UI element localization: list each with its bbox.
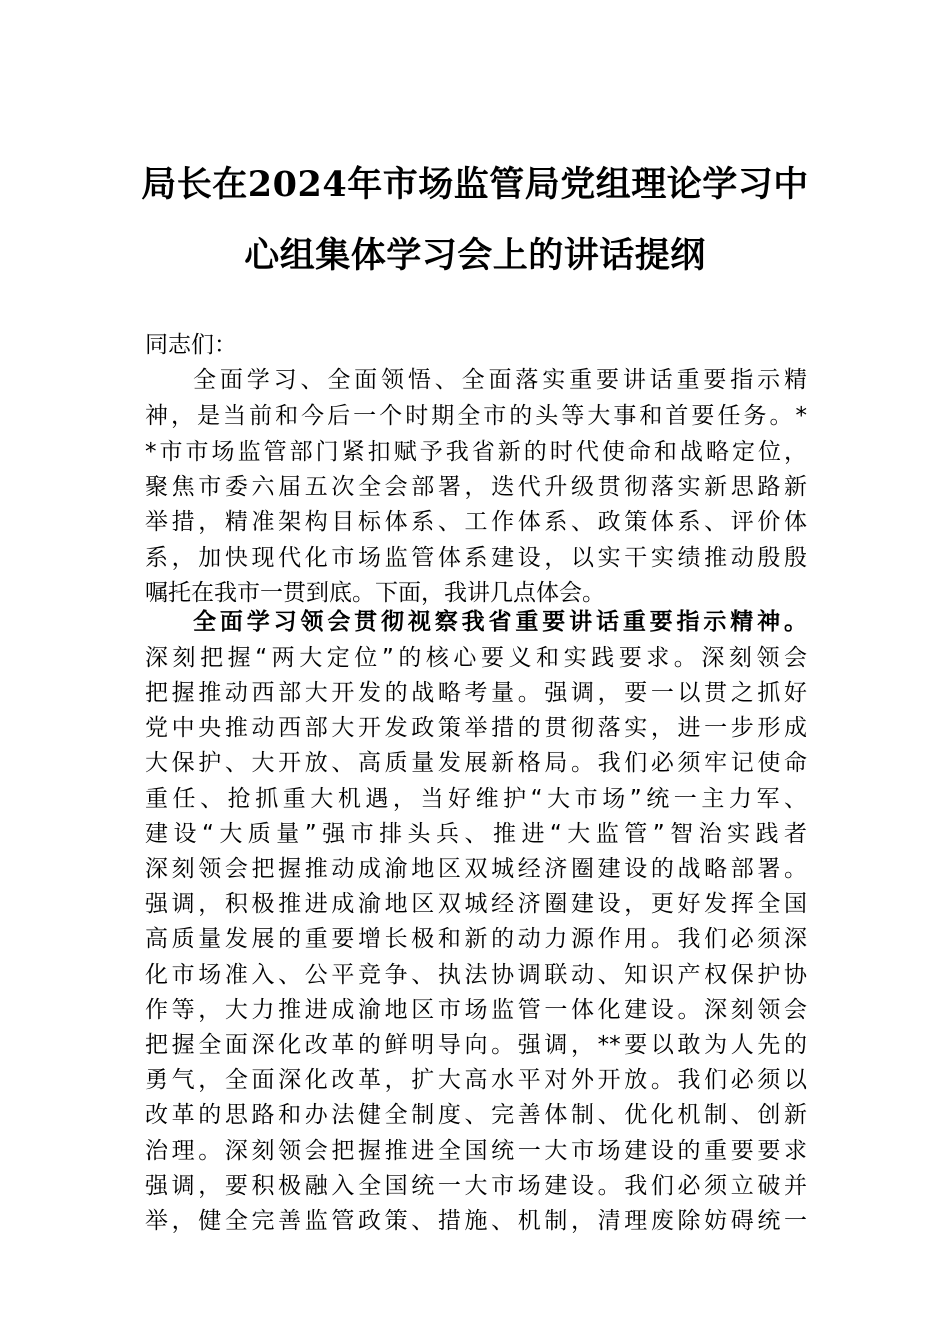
paragraph-2-line: 大保护、大开放、高质量发展新格局。我们必须牢记使命 [145,750,807,776]
paragraph-1-line: 嘱托在我市一贯到底。下面，我讲几点体会。 [145,580,605,606]
greeting: 同志们： [145,332,237,358]
section-heading: 全面学习领会贯彻视察我省重要讲话重要指示精神。 [193,609,807,635]
paragraph-1-line: 系，加快现代化市场监管体系建设，以实干实绩推动殷殷 [145,545,807,571]
paragraph-2-line: 重任、抢抓重大机遇，当好维护“大市场”统一主力军、 [145,786,807,812]
paragraph-2-line: 深刻领会把握推动成渝地区双城经济圈建设的战略部署。 [145,856,807,882]
paragraph-2-line: 作等，大力推进成渝地区市场监管一体化建设。深刻领会 [145,997,807,1023]
paragraph-2-line: 高质量发展的重要增长极和新的动力源作用。我们必须深 [145,926,807,952]
paragraph-2-line: 把握推动西部大开发的战略考量。强调，要一以贯之抓好 [145,680,807,706]
paragraph-1-line: *市市场监管部门紧扣赋予我省新的时代使命和战略定位， [145,439,807,465]
paragraph-2-line: 强调，积极推进成渝地区双城经济圈建设，更好发挥全国 [145,891,807,917]
paragraph-2-line: 勇气，全面深化改革，扩大高水平对外开放。我们必须以 [145,1067,807,1093]
paragraph-2-line: 化市场准入、公平竞争、执法协调联动、知识产权保护协 [145,962,807,988]
document-title-line-2: 心组集体学习会上的讲话提纲 [244,235,706,276]
document-title-line-1: 局长在2024年市场监管局党组理论学习中 [141,164,809,205]
paragraph-1-line: 全面学习、全面领悟、全面落实重要讲话重要指示精 [193,367,807,393]
paragraph-2-line: 党中央推动西部大开发政策举措的贯彻落实，进一步形成 [145,715,807,741]
paragraph-2-line: 治理。深刻领会把握推进全国统一大市场建设的重要要求 [145,1138,807,1164]
paragraph-2-line: 把握全面深化改革的鲜明导向。强调，**要以敢为人先的 [145,1032,807,1058]
paragraph-2-line: 改革的思路和办法健全制度、完善体制、优化机制、创新 [145,1102,807,1128]
paragraph-1-line: 聚焦市委六届五次全会部署，迭代升级贯彻落实新思路新 [145,474,807,500]
paragraph-1-line: 举措，精准架构目标体系、工作体系、政策体系、评价体 [145,509,807,535]
paragraph-2-line: 强调，要积极融入全国统一大市场建设。我们必须立破并 [145,1173,807,1199]
paragraph-2-line: 举，健全完善监管政策、措施、机制，清理废除妨碍统一 [145,1208,807,1234]
paragraph-2-line: 建设“大质量”强市排头兵、推进“大监管”智治实践者 [145,821,807,847]
paragraph-2-line: 深刻把握“两大定位”的核心要义和实践要求。深刻领会 [145,645,807,671]
paragraph-1-line: 神，是当前和今后一个时期全市的头等大事和首要任务。* [145,403,807,429]
